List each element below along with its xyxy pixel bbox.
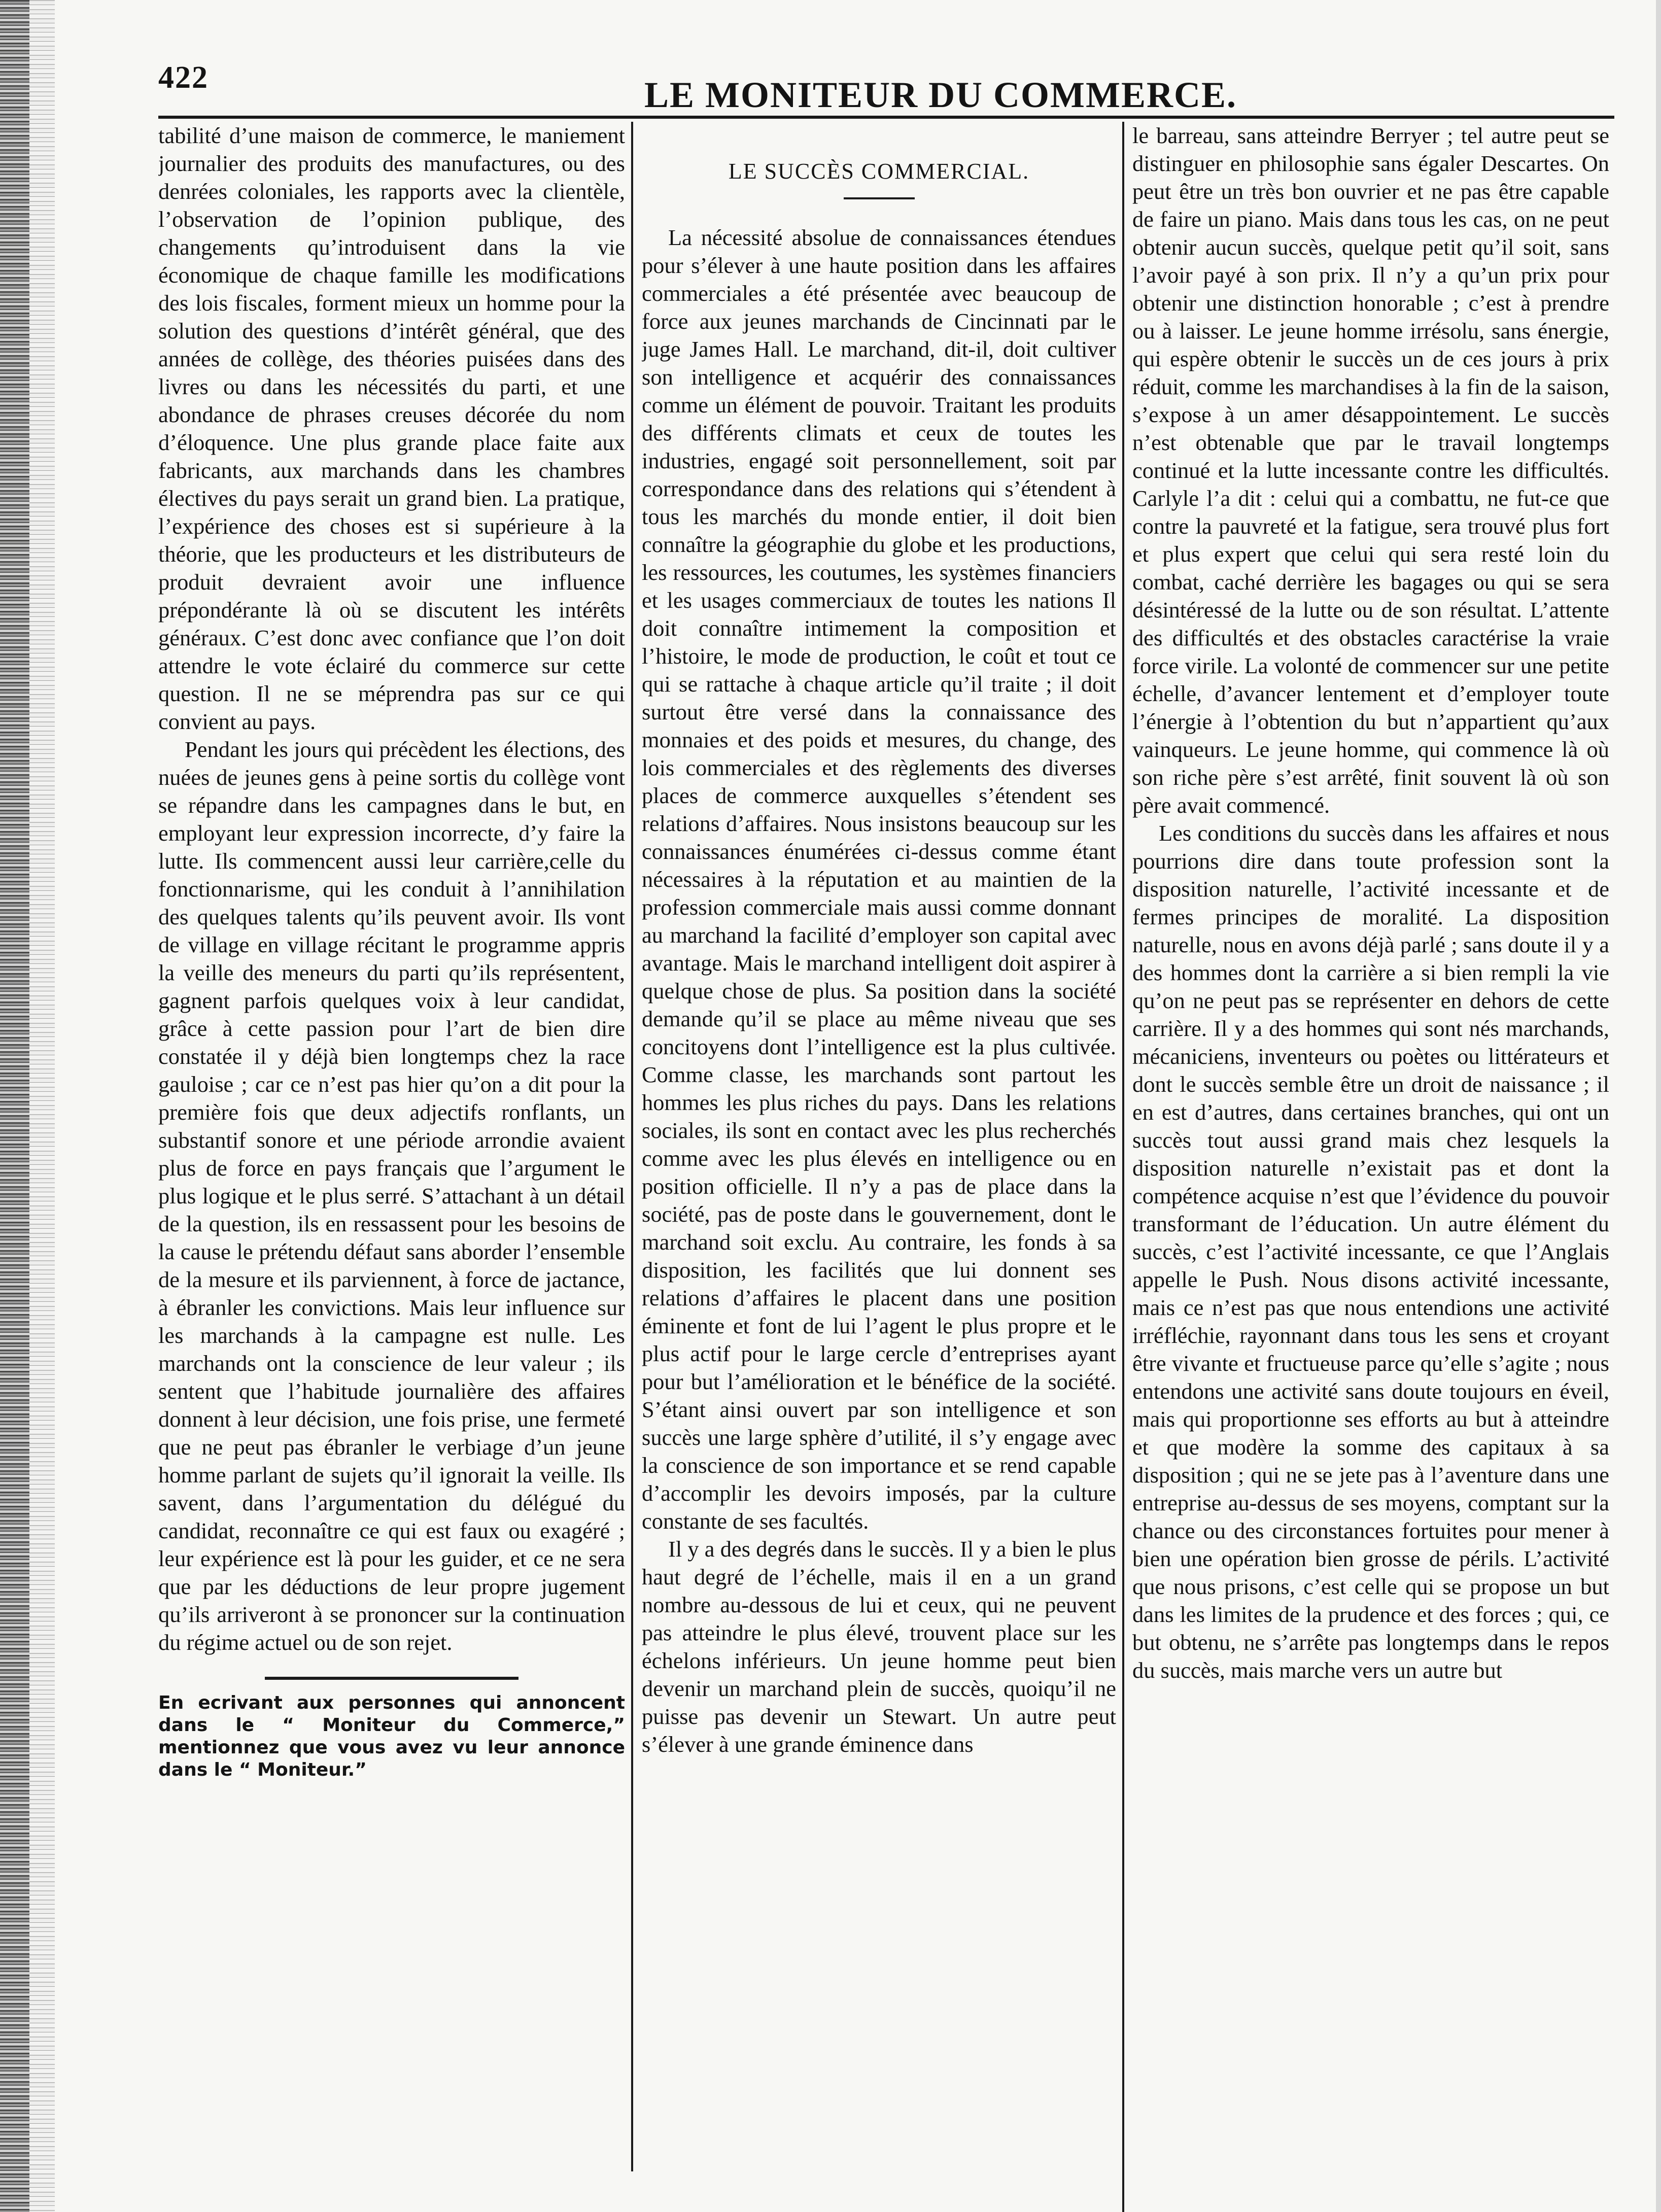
paragraph: La nécessité absolue de connaissances étendues pour s’élever à une haute position dans les affaires commerciales a été présentée avec beaucoup de force aux jeunes marchands de Cincinnati par le juge James Hall. Le marchand, dit-il, doit cultiver son intelligence et acquérir des connaissances comme un élément de pouvoir. Traitant les produits des différents climats et ceux de toutes les industries, engagé soit personnellement, soit par correspondance dans des relations qui s’étendent à tous les marchés du monde entier, il doit bien connaître la géographie du globe et les productions, les ressources, les coutumes, les systèmes financiers et les usages commerciaux de toutes les nations Il doit connaître intimement la composition et l’histoire, le mode de production, le coût et tout ce qui se rattache à chaque article qu’il traite ; il doit surtout être versé dans la connaissance des monnaies et des poids et mesures, du change, des lois commerciales et des règlements des diverses places de commerce auxquelles s’étendent ses relations d’affaires. Nous insistons beaucoup sur les connaissances énumérées ci-dessus comme étant nécessaires à la réputation et au maintien de la profession commerciale mais aussi comme donnant au marchand la facilité d’employer son capital avec avantage. Mais le marchand intelligent doit aspirer à quelque chose de plus. Sa position dans la société demande qu’il se place au même niveau que ses concitoyens dont l’intelligence est la plus cultivée. Comme classe, les marchands sont partout les hommes les plus riches du pays. Dans les relations sociales, ils sont en contact avec les plus recherchés comme avec les plus élevés en intelligence ou en position officielle. Il n’y a pas de place dans la société, pas de poste dans le gouvernement, dont le marchand soit exclu. Au contraire, les fonds à sa disposition, les facilités que lui donnent ses relations d’affaires le placent dans une position éminente et font de lui l’agent le plus propre et le plus actif pour le large cercle d’entreprises ayant pour but l’amélioration et le bénéfice de la société. S’étant ainsi ouvert par son intelligence et son succès une large sphère d’utilité, il s’y engage avec la conscience de son importance et se rend capable d’accomplir les devoirs imposés, par la culture constante de ses facultés. xyxy=(642,225,1116,1534)
column-1 xyxy=(158,122,625,2202)
paragraph: Pendant les jours qui précèdent les élections, des nuées de jeunes gens à peine sortis du collège vont se répandre dans les campagnes dans le but, en employant leur expression incorrecte, d’y faire la lutte. Ils commencent aussi leur carrière,celle du fonctionnarisme, qui les conduit à l’annihilation des quelques talents qu’ils peuvent avoir. Ils vont de village en village récitant le programme appris la veille des meneurs du parti qu’ils représentent, gagnent parfois quelques voix à leur candidat, grâce à cette passion pour l’art de bien dire constatée il y déjà bien longtemps chez la race gauloise ; car ce n’est pas hier qu’on a dit pour la première fois que deux adjectifs ronflants, un substantif sonore et une période arrondie avaient plus de force en pays français que l’argument le plus logique et le plus serré. S’attachant à un détail de la question, ils en ressassent pour les besoins de la cause le prétendu défaut sans aborder l’ensemble de la mesure et ils parviennent, à force de jactance, à ébranler les convictions. Mais leur influence sur les marchands à la campagne est nulle. Les marchands ont la conscience de leur valeur ; ils sentent que l’habitude journalière des affaires donnent à leur décision, une fois prise, une fermeté que ne peut pas ébranler le verbiage d’un jeune homme parlant de sujets qu’il ignorait la veille. Ils savent, dans l’argumentation du délégué du candidat, reconnaître ce qui est faux ou exagéré ; leur expérience est là pour les guider, et ce ne sera que par les déductions de leur propre jugement qu’ils arriveront à se prononcer sur la continuation du régime actuel ou de son rejet. xyxy=(158,737,625,1655)
paragraph: Les conditions du succès dans les affaires et nous pourrions dire dans toute profession sont la disposition naturelle, l’activité incessante et de fermes principes de moralité. La disposition naturelle, nous en avons déjà parlé ; sans doute il y a des hommes dont la carrière a si bien rempli la vie qu’on ne peut pas se représenter en dehors de cette carrière. Il y a des hommes qui sont nés marchands, mécaniciens, inventeurs ou poètes ou littérateurs et dont le succès semble être un droit de naissance ; il en est d’autres, dans certaines branches, qui ont un succès tout aussi grand mais chez lesquels la disposition naturelle n’existait pas et dont la compétence acquise n’est que l’évidence du pouvoir transformant de l’éducation. Un autre élément du succès, c’est l’activité incessante, ce que l’Anglais appelle le Push. Nous disons activité incessante, mais ce n’est pas que nous entendions une activité irréfléchie, rayonnant dans tous les sens et croyant être vivante et fructueuse parce qu’elle s’agite ; nous entendons une activité sans doute toujours en éveil, mais qui proportionne ses efforts au but à atteindre et que modère la somme des capitaux à sa disposition ; qui ne se jete pas à l’aventure dans une entreprise au-dessus de ses moyens, comptant sur la chance ou des circonstances fortuites pour mener à bien une opération bien grosse de périls. L’activité que nous prisons, c’est celle qui se propose un but dans les limites de la prudence et des forces ; qui, ce but obtenu, ne s’arrête pas longtemps dans le repos du succès, mais marche vers un autre but xyxy=(1132,820,1609,1683)
column-3 xyxy=(1132,122,1609,2202)
title-rule xyxy=(844,197,915,199)
paragraph: tabilité d’une maison de commerce, le maniement journalier des produits des manufactures, ou des denrées coloniales, les rapports avec la clientèle, l’observation de l’opinion publique, des changements qu’introduisent dans la vie économique de chaque famille les modifications des lois fiscales, forment mieux un homme pour la solution des questions d’intérêt général, que des années de collège, des théories puisées dans des livres ou dans les nécessités du parti, et une abondance de phrases creuses décorée du nom d’éloquence. Une plus grande place faite aux fabricants, aux marchands dans les chambres électives du pays serait un grand bien. La pratique, l’expérience des choses est si supérieure à la théorie, que les producteurs et les distributeurs de produit devraient avoir une influence prépondérante là où se discutent les intérêts généraux. C’est donc avec confiance que l’on doit attendre le vote éclairé du commerce sur cette question. Il ne se méprendra pas sur ce qui convient au pays. xyxy=(158,123,625,734)
paragraph: le barreau, sans atteindre Berryer ; tel autre peut se distinguer en philosophie sans égaler Descartes. On peut être un très bon ouvrier et ne pas être capable de faire un piano. Mais dans tous les cas, on ne peut obtenir aucun succès, quelque petit qu’il soit, sans l’avoir payé à son prix. Il n’y a qu’un prix pour obtenir une distinction honorable ; c’est à prendre ou à laisser. Le jeune homme irrésolu, sans énergie, qui espère obtenir le succès un de ces jours à prix réduit, comme les marchandises à la fin de la saison, s’expose à un amer désappointement. Le succès n’est obtenable que par le travail longtemps continué et la lutte incessante contre les difficultés. Carlyle l’a dit : celui qui a combattu, ne fut-ce que contre la pauvreté et la fatigue, sera trouvé plus fort et plus expert que celui qui sera resté loin du combat, caché derrière les bagages ou qui se sera désintéressé de la lutte ou de son résultat. L’attente des difficultés et des obstacles caractérise la vraie force virile. La volonté de commencer sur une petite échelle, d’avancer lentement et d’employer toute l’énergie à l’obtention du but n’appartient qu’aux vainqueurs. Le jeune homme, qui commence là où son riche père s’est arrêté, finit souvent là où son père avait commencé. xyxy=(1132,123,1609,818)
notice-rule xyxy=(265,1677,518,1680)
paragraph: Il y a des degrés dans le succès. Il y a bien le plus haut degré de l’échelle, mais il en a un grand nombre au-dessous de lui et ceux, qui ne peuvent pas atteindre le plus élevé, trouvent place sur les échelons inférieurs. Un jeune homme peut bien devenir un marchand plein de succès, quoiqu’il ne puisse pas devenir un Stewart. Un autre peut s’élever à une grande éminence dans xyxy=(642,1536,1116,1757)
page-edge xyxy=(1656,0,1661,2212)
column-divider-2 xyxy=(1122,122,1124,2212)
binding-edge-shadow xyxy=(29,0,55,2212)
column-divider-1 xyxy=(631,122,633,2171)
article-title: LE SUCCÈS COMMERCIAL. xyxy=(728,159,1030,184)
publication-title: LE MONITEUR DU COMMERCE. xyxy=(644,75,1237,115)
advertiser-notice: En ecrivant aux personnes qui annoncent dans le “ Moniteur du Commerce,” mentionnez que vous avez vu leur annonce dans le “ Moniteur.” xyxy=(158,1692,625,1780)
page-number: 422 xyxy=(158,60,209,95)
header-rule xyxy=(158,116,1614,119)
binding-edge xyxy=(0,0,29,2212)
column-2 xyxy=(642,122,1116,2202)
